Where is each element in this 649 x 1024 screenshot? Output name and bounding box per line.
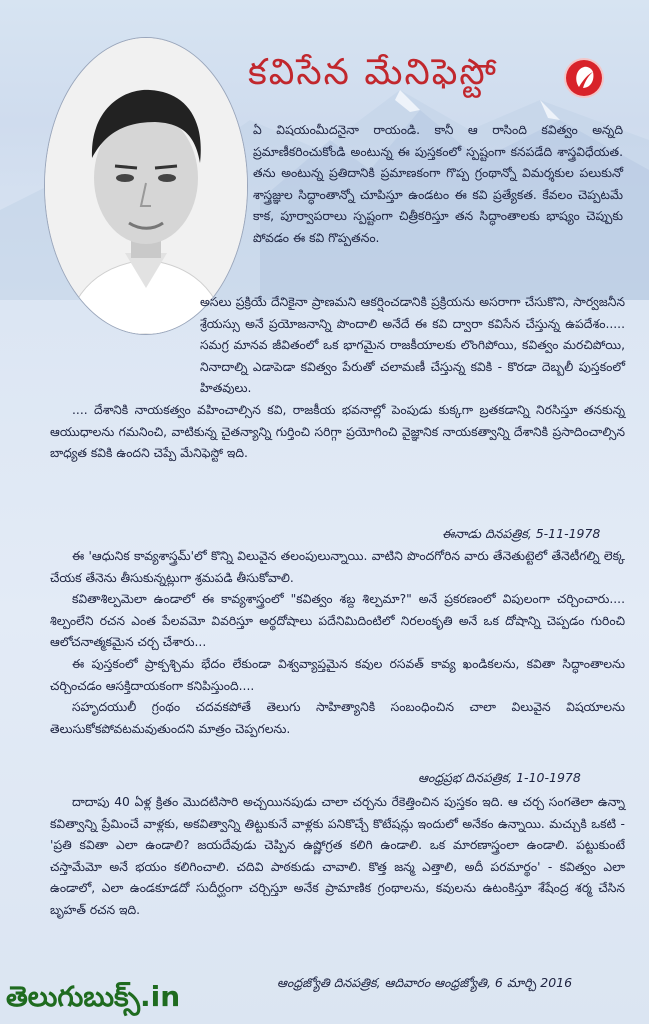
review-paragraph: అసలు ప్రక్రియే దేనికైనా ప్రాణమని ఆకర్షించడానికి ప్రక్రియను అసరాగా చేసుకొని, సార్వజనీన శ్రేయస్సు అనే ప్రయోజనాన్ని పొందాలి అనేదే ఈ కవి ద్వారా కవిసేన చేస్తున్న ఉపదేశం..... సమగ్ర మానవ జీవితంలో ఒక భాగమైన రాజకీయాలకు లొంగిపోయి, కవిత్వం మరచిపోయి, నినాదాల్ని ఎడాపెడా కవిత్వం పేరుతో చలామణీ చేస్తున్న కవికి - కొరడా దెబ్బలీ పుస్తకంలో హితవులు. bbox=[200, 295, 625, 396]
review-paragraph: సహృదయులీ గ్రంథం చదవకపోతే తెలుగు సాహిత్యానికి సంబంధించిన చాలా విలువైన విషయాలను తెలుసుకోకపోవటమవుతుందని మాత్రం చెప్పగలను. bbox=[50, 700, 625, 736]
review-block-1 bbox=[50, 292, 625, 465]
publisher-logo-icon bbox=[566, 60, 602, 96]
review-block-2 bbox=[50, 546, 625, 740]
review-paragraph: ఈ 'ఆధునిక కావ్యశాస్త్రమ్'లో కొన్ని విలువైన తలంపులున్నాయి. వాటిని పొందగోరిన వారు తేనెతుట్టెలో తేనెటీగల్ని లెక్క చేయక తేనెను తీసుకున్నట్లుగా శ్రమపడి తీసుకోవాలి. bbox=[50, 549, 625, 585]
review-paragraph: కవితాశిల్పమెలా ఉండాలో ఈ కావ్యశాస్త్రంలో "కవిత్వం శబ్ద శిల్పమా?" అనే ప్రకరణంలో విపులంగా చర్చించారు.... శిల్పంలేని రచన ఎంత పేలవమో వివరిస్తూ అర్థదోషాలు పదేనిమిదింటిలో నిరలంకృతి అనే ఒక దోషాన్ని చెప్పడం గురించి ఆలోచనాత్మకమైన చర్చ చేశారు... bbox=[50, 592, 625, 650]
source-citation: ఈనాడు దినపత్రిక, 5-11-1978 bbox=[442, 526, 601, 541]
review-block-1-top bbox=[253, 120, 623, 250]
review-paragraph: ఏ విషయంమీదనైనా రాయండి. కానీ ఆ రాసింది కవిత్వం అన్నది ప్రమాణీకరించుకోండి అంటున్న ఈ పుస్తకంలో స్పష్టంగా కనపడేది శాస్త్రవిధేయత. తను అంటున్న ప్రతిదానికి ప్రమాణకంగా గొప్ప గ్రంథాన్నో విమర్శకుల పలుకునో శాస్త్రజ్ఞుల సిద్ధాంతాన్నో చూపిస్తూ ఉండటం ఈ కవి ప్రత్యేకత. కేవలం చెప్పటమే కాక, పూర్వాపరాలు స్పష్టంగా చిత్రీకరిస్తూ తన సిద్ధాంతాలకు భాష్యం చెప్పుకు పోవడం ఈ కవి గొప్పతనం. bbox=[253, 123, 623, 245]
review-paragraph: .... దేశానికి నాయకత్వం వహించాల్సిన కవి, రాజకీయ భవనాల్లో పెంపుడు కుక్కగా బ్రతకడాన్ని నిరసిస్తూ తనకున్న ఆయుధాలను గమనించి, వాటికున్న చైతన్యాన్ని గుర్తించి సరిగ్గా ప్రయోగించి వైజ్ఞానిక నాయకత్వాన్ని దేశానికి ప్రసాదించాల్సిన బాధ్యత కవికి ఉందని చెప్పే మేనిఫెస్టో ఇది. bbox=[50, 402, 625, 461]
review-paragraph: ఈ పుస్తకంలో ప్రాక్పశ్చిమ భేదం లేకుండా విశ్వవ్యాప్తమైన కవుల రసవత్ కావ్య ఖండికలను, కవితా సిద్ధాంతాలను చర్చించడం ఆసక్తిదాయకంగా కనిపిస్తుంది.... bbox=[50, 656, 625, 693]
author-portrait bbox=[45, 38, 247, 334]
review-block-3 bbox=[50, 792, 625, 922]
source-citation: ఆంధ్రప్రభ దినపత్రిక, 1-10-1978 bbox=[418, 770, 581, 785]
review-paragraph: దాదాపు 40 ఏళ్ల క్రితం మొదటిసారి అచ్చయినపుడు చాలా చర్చను రేకెత్తించిన పుస్తకం ఇది. ఆ చర్చ సంగతెలా ఉన్నా కవిత్వాన్ని ప్రేమించే వాళ్లకు, అకవిత్వాన్ని తిట్టుకునే వాళ్లకు పనికొచ్చే కొటేషన్లు ఇందులో అనేకం ఉన్నాయి. మచ్చుకి ఒకటి - 'ప్రతి కవితా ఎలా ఉండాలి? జయదేవుడు చెప్పిన ఉష్ణోగ్రత కలిగి ఉండాలి. ఒక మారణాస్త్రంలా ఉండాలి. పట్టుకుంటే చస్తామేమో అనే భయం కలిగించాలి. చదివి పాఠకుడు చావాలి. కొత్త జన్మ ఎత్తాలి, అదీ పరమార్థం' - కవిత్వం ఎలా ఉండాలో, ఎలా ఉండకూడదో సుదీర్ఘంగా చర్చిస్తూ అనేక ప్రామాణిక గ్రంథాలను, కవులను ఉటంకిస్తూ శేషేంద్ర శర్మ చేసిన బృహత్ రచన ఇది. bbox=[50, 795, 625, 917]
book-title: కవిసేన మేనిఫెస్టో bbox=[248, 52, 498, 93]
source-citation: ఆంధ్రజ్యోతి దినపత్రిక, ఆదివారం ఆంధ్రజ్యోతి, 6 మార్చి 2016 bbox=[277, 975, 573, 990]
website-watermark: తెలుగుబుక్స్.in bbox=[6, 980, 181, 1013]
